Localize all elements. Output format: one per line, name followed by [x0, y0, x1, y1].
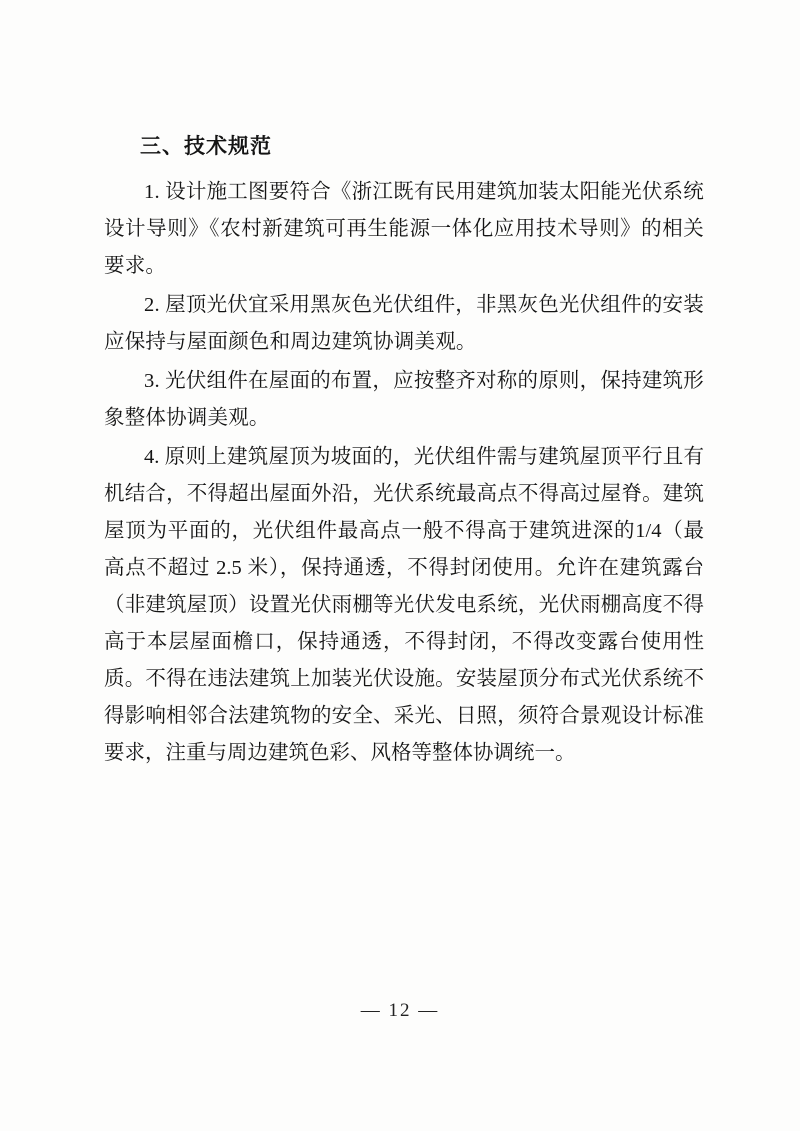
page-footer [0, 1000, 800, 1022]
page-content [104, 130, 704, 774]
paragraph-2: 2. 屋顶光伏宜采用黑灰色光伏组件，非黑灰色光伏组件的安装应保持与屋面颜色和周边建筑协调美观。 [104, 294, 704, 353]
paragraph-4: 4. 原则上建筑屋顶为坡面的，光伏组件需与建筑屋顶平行且有机结合，不得超出屋面外沿，光伏系统最高点不得高过屋脊。建筑屋顶为平面的，光伏组件最高点一般不得高于建筑进深的1/4（最高点不超过 2.5 米），保持通透，不得封闭使用。允许在建筑露台（非建筑屋顶）设置光伏雨棚等光伏发电系统，光伏雨棚高度不得高于本层屋面檐口，保持通透，不得封闭，不得改变露台使用性质。不得在违法建筑上加装光伏设施。安装屋顶分布式光伏系统不得影响相邻合法建筑物的安全、采光、日照，须符合景观设计标准要求，注重与周边建筑色彩、风格等整体协调统一。 [104, 446, 704, 764]
page-number: — 12 — [360, 1000, 440, 1021]
paragraph-3: 3. 光伏组件在屋面的布置，应按整齐对称的原则，保持建筑形象整体协调美观。 [104, 370, 704, 429]
section-heading: 三、技术规范 [140, 134, 272, 158]
paragraph-1: 1. 设计施工图要符合《浙江既有民用建筑加装太阳能光伏系统设计导则》《农村新建筑可再生能源一体化应用技术导则》的相关要求。 [104, 181, 704, 277]
